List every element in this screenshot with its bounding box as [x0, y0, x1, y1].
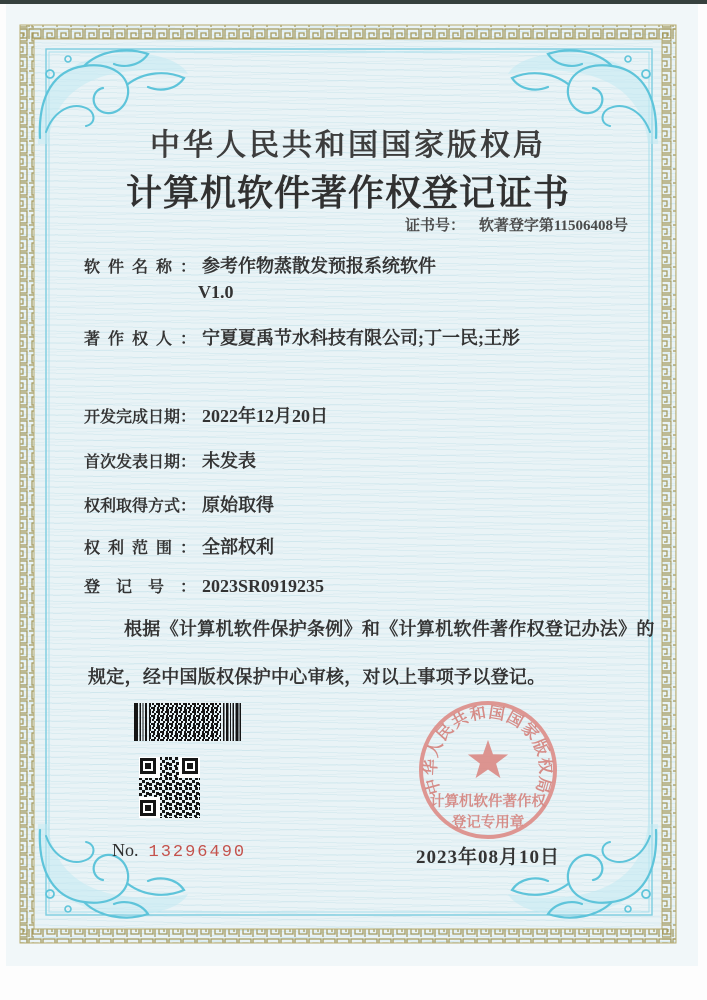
field-value: 2022年12月20日: [202, 406, 328, 426]
field-label: 软件名称：: [84, 259, 196, 276]
field-label: 权利取得方式：: [84, 498, 197, 515]
certificate-number-line: [0, 214, 628, 235]
seal-star-icon: [468, 740, 508, 778]
field-value: 全部权利: [202, 537, 274, 557]
serial-number: 13296490: [148, 843, 247, 862]
certificate-number-value: 软著登字第11506408号: [478, 218, 628, 234]
pdf417-barcode-icon: [134, 703, 241, 741]
certificate-title: 计算机软件著作权登记证书: [125, 173, 570, 213]
issue-date: 2023年08月10日: [415, 847, 560, 868]
software-version: V1.0: [198, 282, 234, 302]
field-label: 著作权人：: [84, 331, 196, 348]
seal-ring-text: 中华人民共和国国家版权局: [422, 704, 554, 797]
field-row-completion-date: [84, 402, 328, 428]
registration-statement-line1: 根据《计算机软件保护条例》和《计算机软件著作权登记办法》的: [124, 619, 655, 639]
field-value: 参考作物蒸散发预报系统软件: [202, 256, 436, 276]
seal-text-line1: 计算机软件著作权: [430, 794, 546, 810]
seal-text-line2: 登记专用章: [451, 815, 525, 831]
field-row-acquisition-method: [84, 491, 274, 517]
field-label: 首次发表日期：: [84, 454, 197, 471]
field-value: 未发表: [202, 451, 256, 471]
qr-code-icon: [139, 757, 200, 818]
field-row-first-publication: [84, 447, 256, 473]
field-row-copyright-owner: [84, 324, 520, 350]
field-label: 开发完成日期：: [84, 409, 197, 426]
field-label: 登记号：: [84, 579, 196, 596]
field-value: 2023SR0919235: [202, 576, 325, 596]
field-row-rights-scope: [84, 533, 274, 559]
field-row-registration-number: [84, 574, 324, 597]
registration-statement-line2: 规定，经中国版权保护中心审核，对以上事项予以登记。: [88, 667, 546, 687]
field-value: 宁夏夏禹节水科技有限公司;丁一民;王彤: [202, 328, 520, 348]
serial-number-line: [112, 840, 246, 862]
certificate-number-label: 证书号：: [405, 218, 466, 234]
field-label: 权利范围：: [84, 540, 196, 557]
serial-prefix: No.: [112, 840, 139, 860]
field-row-software-name: [84, 252, 436, 278]
official-seal: [388, 670, 588, 870]
issuer-title: 中华人民共和国国家版权局: [150, 129, 546, 162]
field-value: 原始取得: [202, 495, 274, 515]
